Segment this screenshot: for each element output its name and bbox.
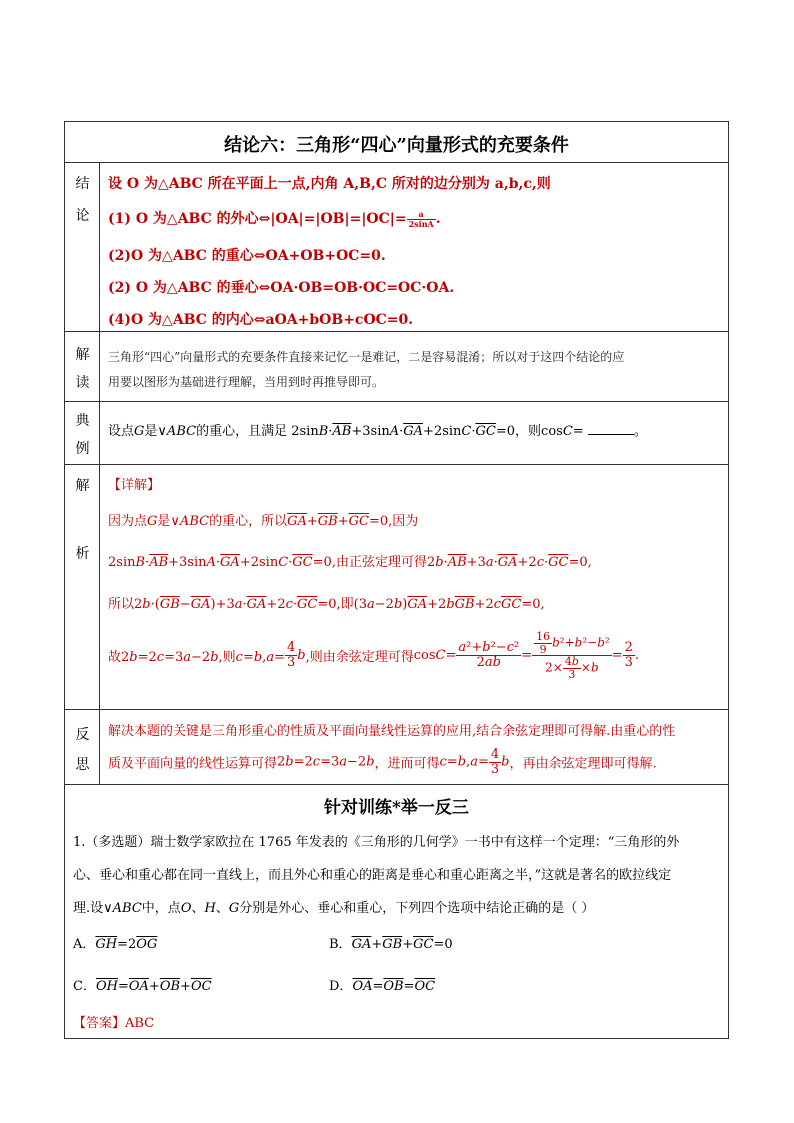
option-c[interactable]: C．$\overline{OH}=\overline{OA}+\overline{OB}+\overline{OC}$ (73, 979, 212, 994)
conclusion-label: 结 论 (65, 163, 100, 331)
analysis-line-4: 故2b=2c=3a−2b,则c=b,a= $\frac{4}{3}$ b,则由余弦定理可得cosC= $\frac{\text{a²+b²−c²}}{2ab}$ = $\frac{16}{9}$ b²+b²−b² 2× $\frac{4b}{3}$ ×b = $\frac{2}{3}$ . (108, 630, 640, 681)
option-a[interactable]: A．$\overline{GH}=2\overline{OG}$ (73, 937, 158, 952)
conclusion-item-1: (1) O 为△ABC 的外心⇔|OA|=|OB|=|OC|= $\frac{a}{2\sin A}$ . (108, 209, 441, 229)
reflection-line-1: 解决本题的关键是三角形重心的性质及平面向量线性运算的应用,结合余弦定理即可得解.由重心的性 (108, 724, 676, 739)
interpretation-label: 解 读 (65, 332, 100, 401)
practice-title: 针对训练*举一反三 (324, 798, 469, 818)
page-title: 结论六：三角形“四心”向量形式的充要条件 (224, 135, 569, 156)
conclusion-row (65, 163, 728, 332)
conclusion-intro: 设 O 为△ABC 所在平面上一点,内角 A,B,C 所对的边分别为 a,b,c,则 (108, 176, 551, 192)
analysis-line-1: 因为点G是∨ABC的重心，所以$\overline{GA}+\overline{GB}+\overline{GC}=0$,因为 (108, 514, 419, 529)
practice-q-line-2: 心、垂心和重心都在同一直线上，而且外心和重心的距离是垂心和重心距离之半，”这就是著名的欧拉线定 (73, 868, 672, 883)
option-d[interactable]: D．$\overline{OA}=\overline{OB}=\overline{OC}$ (329, 979, 436, 994)
practice-section (65, 785, 728, 1038)
reflection-label: 反 思 (65, 710, 100, 784)
analysis-row (65, 465, 728, 710)
reflection-line-2: 质及平面向量的线性运算可得2b=2c=3a−2b，进而可得c=b,a= $\frac{4}{3}$ b，再由余弦定理即可得解. (108, 747, 657, 777)
reflection-row (65, 710, 728, 785)
interpretation-line-2: 用要以图形为基础进行理解，当用到时再推导即可。 (108, 375, 385, 389)
practice-q-line-1: 1.（多选题）瑞士数学家欧拉在 1765 年发表的《三角形的几何学》一书中有这样一个定理：“三角形的外 (73, 835, 680, 850)
analysis-tag: 【详解】 (108, 478, 161, 493)
analysis-label: 解 析 (65, 465, 100, 709)
conclusion-item-2: (2)O 为△ABC 的重心⇔OA+OB+OC=0. (108, 248, 386, 264)
practice-q-line-3: 理.设∨ABC中，点O、H、G分别是外心、垂心和重心，下列四个选项中结论正确的是（ ） (73, 901, 595, 916)
conclusion-item-3: (2) O 为△ABC 的垂心⇔OA·OB=OB·OC=OC·OA. (108, 280, 455, 296)
conclusion-item-4: (4)O 为△ABC 的内心⇔aOA+bOB+cOC=0. (108, 312, 414, 328)
interpretation-line-1: 三角形“四心”向量形式的充要条件直接来记忆一是难记，二是容易混淆；所以对于这四个结论的应 (108, 350, 625, 364)
title-row (65, 122, 728, 163)
analysis-line-2: $2\sin B\cdot\overline{AB}+3\sin A\cdot\overline{GA}+2\sin C\cdot\overline{GC}=0$,由正弦定理可得$2b\cdot\overline{AB}+3a\cdot\overline{GA}+2c\cdot\overline{GC}=0$, (108, 555, 592, 570)
option-b[interactable]: B．$\overline{GA}+\overline{GB}+\overline{GC}=0$ (329, 937, 453, 952)
example-label: 典 例 (65, 402, 100, 464)
answer-text: 【答案】ABC (73, 1016, 155, 1031)
interpretation-row (65, 332, 728, 402)
example-question: 设点G是∨ABC的重心，且满足 $2\sin B\cdot\overline{AB}+3\sin A\cdot\overline{GA}+2\sin C\cdot\overline{GC}=0$，则cosC= 。 (108, 424, 647, 439)
answer-blank (588, 422, 634, 435)
analysis-line-3: 所以$2b\cdot(\overline{GB}-\overline{GA})+3a\cdot\overline{GA}+2c\cdot\overline{GC}=0$,即$(3a-2b)\overline{GA}+2b\overline{GB}+2c\overline{GC}=0$, (108, 597, 545, 612)
example-row (65, 402, 728, 465)
content-table (64, 121, 729, 1039)
